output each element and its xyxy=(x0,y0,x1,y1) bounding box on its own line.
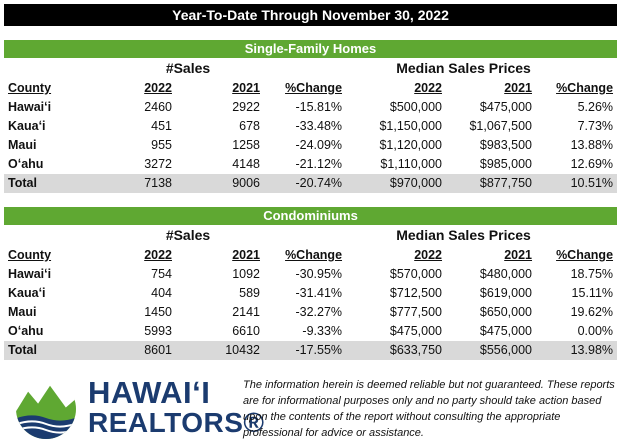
county-cell: Maui xyxy=(8,138,37,152)
single-family-section xyxy=(4,40,617,193)
table-cell: $475,000 xyxy=(479,100,533,114)
table-cell: $985,000 xyxy=(479,157,533,171)
table-cell: $970,000 xyxy=(346,174,446,193)
table-cell: 955 xyxy=(151,138,172,152)
table-cell: -30.95% xyxy=(295,267,343,281)
table-cell: -33.48% xyxy=(295,119,343,133)
table-cell: 1450 xyxy=(144,305,172,319)
logo-text-line2: REALTORS® xyxy=(88,407,265,438)
column-header: 2021 xyxy=(232,81,260,95)
table-cell: 2460 xyxy=(144,100,172,114)
single-family-table xyxy=(4,58,617,193)
column-header: 2021 xyxy=(504,81,533,95)
column-header: %Change xyxy=(556,81,614,95)
table-cell: 5993 xyxy=(144,324,172,338)
table-cell: 13.88% xyxy=(570,138,614,152)
table-cell: 10432 xyxy=(176,341,264,360)
prices-group-header: Median Sales Prices xyxy=(396,227,531,243)
table-cell: $983,500 xyxy=(479,138,533,152)
column-header: 2022 xyxy=(414,81,443,95)
section-heading: Single-Family Homes xyxy=(4,40,617,58)
table-cell: 678 xyxy=(239,119,260,133)
table-cell: 404 xyxy=(151,286,172,300)
county-cell: Kauaʻi xyxy=(8,119,46,133)
report-title: Year-To-Date Through November 30, 2022 xyxy=(4,4,617,26)
table-cell: -32.27% xyxy=(295,305,343,319)
table-cell: 589 xyxy=(239,286,260,300)
county-cell: Oʻahu xyxy=(8,324,44,338)
table-cell: 9006 xyxy=(176,174,264,193)
table-cell: $777,500 xyxy=(389,305,443,319)
table-cell: -21.12% xyxy=(295,157,343,171)
county-cell: Hawaiʻi xyxy=(8,267,52,281)
table-row xyxy=(4,117,617,136)
total-label: Total xyxy=(4,174,96,193)
table-cell: $712,500 xyxy=(389,286,443,300)
county-cell: Oʻahu xyxy=(8,157,44,171)
table-cell: 3272 xyxy=(144,157,172,171)
table-cell: 2141 xyxy=(232,305,260,319)
table-cell: -17.55% xyxy=(264,341,346,360)
table-cell: 8601 xyxy=(96,341,176,360)
table-cell: 2922 xyxy=(232,100,260,114)
column-header: County xyxy=(8,81,52,95)
table-cell: -15.81% xyxy=(295,100,343,114)
table-cell: 1092 xyxy=(232,267,260,281)
table-row xyxy=(4,284,617,303)
total-row xyxy=(4,341,617,360)
total-row xyxy=(4,174,617,193)
table-cell: -20.74% xyxy=(264,174,346,193)
column-header: 2022 xyxy=(144,248,172,262)
table-cell: 1258 xyxy=(232,138,260,152)
table-cell: 15.11% xyxy=(571,286,614,300)
table-cell: 0.00% xyxy=(577,324,614,338)
table-cell: $650,000 xyxy=(479,305,533,319)
table-cell: $570,000 xyxy=(389,267,443,281)
table-cell: 754 xyxy=(151,267,172,281)
county-cell: Maui xyxy=(8,305,37,319)
disclaimer-text: The information herein is deemed reliable but not guaranteed. These reports are for informational purposes only and no party should take action based upon the contents of the report without consulting the appropriate professional for advice or assistance. xyxy=(243,379,615,439)
table-row xyxy=(4,136,617,155)
column-header: 2022 xyxy=(144,81,172,95)
table-row xyxy=(4,98,617,117)
mountain-wave-icon xyxy=(10,376,82,440)
total-label: Total xyxy=(4,341,96,360)
table-cell: 451 xyxy=(151,119,172,133)
table-row xyxy=(4,155,617,174)
table-cell: 4148 xyxy=(232,157,260,171)
table-cell: 5.26% xyxy=(577,100,614,114)
table-cell: 12.69% xyxy=(570,157,614,171)
table-cell: -9.33% xyxy=(302,324,343,338)
column-header: 2021 xyxy=(504,248,533,262)
sales-group-header: #Sales xyxy=(165,227,211,243)
table-cell: 18.75% xyxy=(570,267,614,281)
table-cell: $1,120,000 xyxy=(379,138,443,152)
table-cell: $500,000 xyxy=(389,100,443,114)
column-header: %Change xyxy=(285,81,343,95)
table-cell: -31.41% xyxy=(295,286,343,300)
condominiums-table xyxy=(4,225,617,360)
table-row xyxy=(4,322,617,341)
table-cell: $619,000 xyxy=(479,286,533,300)
table-cell: 6610 xyxy=(232,324,260,338)
column-header: 2022 xyxy=(414,248,443,262)
table-cell: -24.09% xyxy=(295,138,343,152)
table-cell: 13.98% xyxy=(536,341,617,360)
county-cell: Hawaiʻi xyxy=(8,100,52,114)
column-header: %Change xyxy=(285,248,343,262)
section-heading: Condominiums xyxy=(4,207,617,225)
table-cell: 19.62% xyxy=(570,305,614,319)
table-cell: $480,000 xyxy=(479,267,533,281)
table-cell: $475,000 xyxy=(479,324,533,338)
sales-group-header: #Sales xyxy=(165,60,211,76)
column-header: %Change xyxy=(556,248,614,262)
table-cell: $556,000 xyxy=(446,341,536,360)
table-row xyxy=(4,303,617,322)
table-row xyxy=(4,265,617,284)
footer xyxy=(0,370,623,447)
table-cell: 7138 xyxy=(96,174,176,193)
hawaii-realtors-logo xyxy=(10,374,265,442)
table-cell: $1,110,000 xyxy=(380,157,443,171)
logo-text-line1: HAWAIʻI xyxy=(88,375,211,410)
condominiums-section xyxy=(4,207,617,360)
table-cell: $1,150,000 xyxy=(379,119,443,133)
county-cell: Kauaʻi xyxy=(8,286,46,300)
table-cell: $475,000 xyxy=(389,324,443,338)
table-cell: 10.51% xyxy=(536,174,617,193)
table-cell: $877,750 xyxy=(446,174,536,193)
column-header: 2021 xyxy=(232,248,260,262)
table-cell: $633,750 xyxy=(346,341,446,360)
table-cell: $1,067,500 xyxy=(469,119,533,133)
table-cell: 7.73% xyxy=(577,119,614,133)
column-header: County xyxy=(8,248,52,262)
prices-group-header: Median Sales Prices xyxy=(396,60,531,76)
